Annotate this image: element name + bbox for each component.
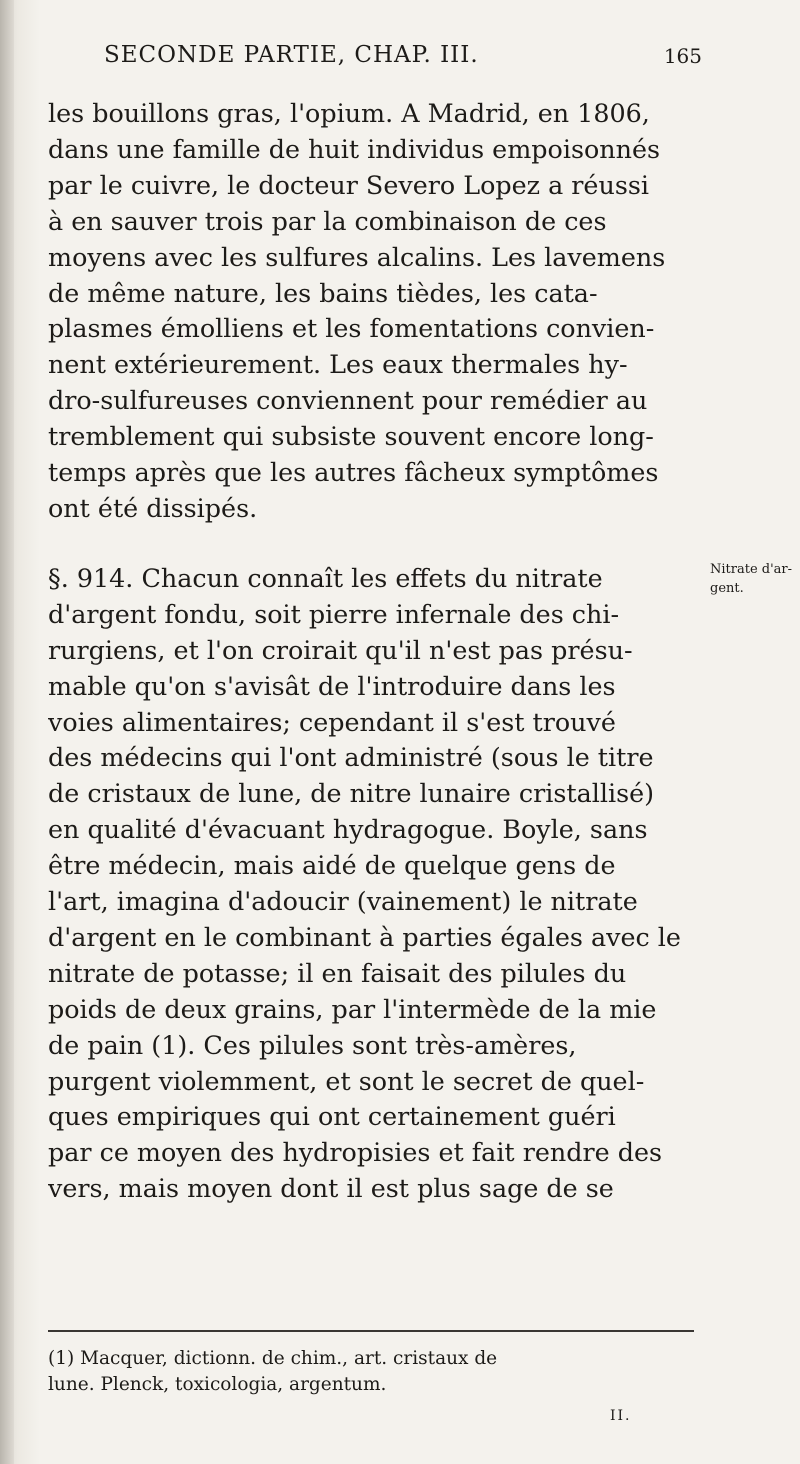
margin-note-line: gent. bbox=[710, 581, 744, 596]
running-head: SECONDE PARTIE, CHAP. III. bbox=[104, 42, 479, 68]
text-line: être médecin, mais aidé de quelque gens de bbox=[48, 850, 616, 881]
text-line: d'argent en le combinant à parties égales avec le bbox=[48, 921, 681, 952]
text-line: vers, mais moyen dont il est plus sage de se bbox=[48, 1173, 614, 1204]
text-line: l'art, imagina d'adoucir (vainement) le nitrate bbox=[48, 886, 638, 917]
text-line: d'argent fondu, soit pierre infernale des chi- bbox=[48, 598, 620, 629]
text-line: nent extérieurement. Les eaux thermales hy- bbox=[48, 349, 628, 380]
text-line: plasmes émolliens et les fomentations convien- bbox=[48, 313, 655, 344]
text-line: à en sauver trois par la combinaison de ces bbox=[48, 205, 607, 236]
text-line: §. 914. Chacun connaît les effets du nitrate bbox=[48, 562, 603, 593]
text-line: temps après que les autres fâcheux symptômes bbox=[48, 457, 659, 488]
page-binding-shadow bbox=[0, 0, 14, 1464]
text-line: ques empiriques qui ont certainement guéri bbox=[48, 1101, 616, 1132]
text-line: les bouillons gras, l'opium. A Madrid, en 1806, bbox=[48, 98, 650, 128]
paragraph-gap bbox=[48, 527, 694, 561]
text-line: par le cuivre, le docteur Severo Lopez a réussi bbox=[48, 169, 649, 200]
margin-note bbox=[710, 560, 796, 598]
text-line: tremblement qui subsiste souvent encore long- bbox=[48, 421, 654, 452]
text-line: de même nature, les bains tièdes, les cata- bbox=[48, 277, 598, 308]
margin-note-line: Nitrate d'ar- bbox=[710, 562, 793, 577]
text-line: ont été dissipés. bbox=[48, 492, 258, 523]
text-line: purgent violemment, et sont le secret de quel- bbox=[48, 1065, 645, 1096]
text-line: nitrate de potasse; il en faisait des pilules du bbox=[48, 957, 627, 988]
text-line: rurgiens, et l'on croirait qu'il n'est pas présu- bbox=[48, 634, 633, 665]
footnote-rule bbox=[48, 1330, 694, 1332]
text-line: par ce moyen des hydropisies et fait rendre des bbox=[48, 1137, 663, 1168]
text-line: de pain (1). Ces pilules sont très-amères, bbox=[48, 1029, 577, 1060]
text-line: des médecins qui l'ont administré (sous le titre bbox=[48, 742, 654, 773]
text-line: dans une famille de huit individus empoisonnés bbox=[48, 133, 661, 164]
text-line: poids de deux grains, par l'intermède de la mie bbox=[48, 993, 657, 1024]
text-line: dro-sulfureuses conviennent pour remédier au bbox=[48, 385, 648, 416]
signature-mark: II. bbox=[610, 1408, 632, 1424]
text-line: mable qu'on s'avisât de l'introduire dans les bbox=[48, 670, 616, 701]
text-line: en qualité d'évacuant hydragogue. Boyle, sans bbox=[48, 814, 648, 845]
page-number: 165 bbox=[663, 44, 702, 68]
body-text bbox=[48, 96, 694, 1207]
text-line: voies alimentaires; cependant il s'est trouvé bbox=[48, 706, 616, 737]
text-line: de cristaux de lune, de nitre lunaire cristallisé) bbox=[48, 778, 655, 809]
footnote bbox=[48, 1346, 694, 1398]
footnote-line: (1) Macquer, dictionn. de chim., art. cristaux de bbox=[48, 1348, 498, 1369]
footnote-line: lune. Plenck, toxicologia, argentum. bbox=[48, 1374, 387, 1395]
page-header bbox=[82, 42, 702, 82]
text-line: moyens avec les sulfures alcalins. Les lavemens bbox=[48, 241, 666, 272]
